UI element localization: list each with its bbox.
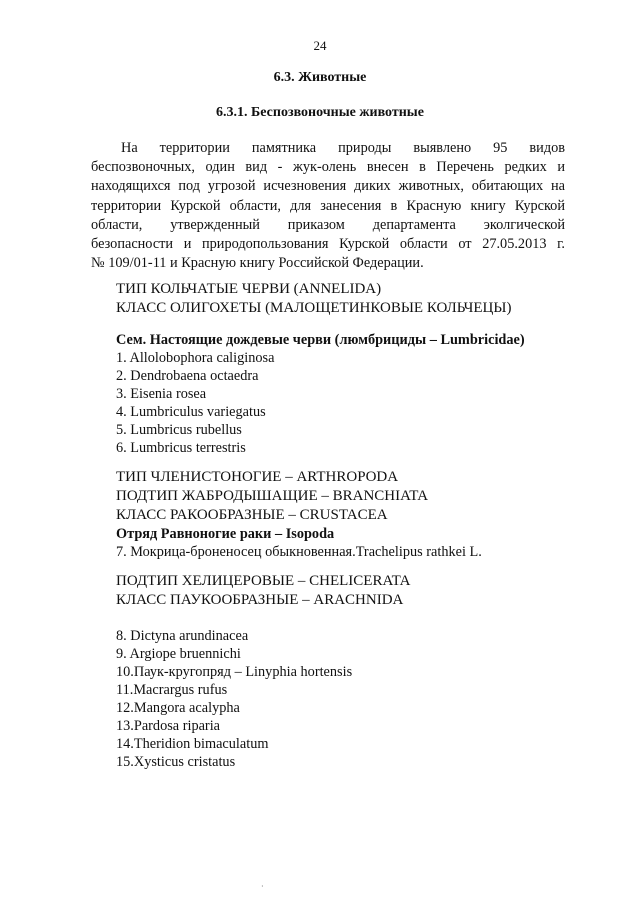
intro-line: безопасности и природопользования Курской области от 27.05.2013 г. (91, 236, 565, 253)
scan-speck: · (261, 882, 264, 891)
list-item: 9. Argiope bruennichi (116, 646, 241, 662)
taxon-class-heading: КЛАСС ОЛИГОХЕТЫ (МАЛОЩЕТИНКОВЫЕ КОЛЬЧЕЦЫ) (116, 300, 512, 316)
species-list (116, 349, 525, 457)
intro-paragraph (91, 139, 565, 273)
intro-line: № 109/01-11 и Красную книгу Российской Федерации. (91, 255, 424, 272)
list-item: 5. Lumbricus rubellus (116, 422, 242, 438)
list-item: 7. Мокрица-броненосец обыкновенная.Trachelipus rathkei L. (116, 544, 482, 560)
list-item: 3. Eisenia rosea (116, 386, 207, 402)
intro-line: беспозвоночных, один вид - жук-олень внесен в Перечень редких и (91, 159, 565, 176)
section-title: 6.3. Животные (273, 70, 367, 85)
list-item: 6. Lumbricus terrestris (116, 440, 246, 456)
list-item: 14.Theridion bimaculatum (116, 736, 269, 752)
annelida-family-section (116, 331, 525, 457)
list-item: 12.Mangora acalypha (116, 700, 240, 716)
list-item: 4. Lumbriculus variegatus (116, 404, 266, 420)
taxon-class-heading: КЛАСС РАКООБРАЗНЫЕ – CRUSTACEA (116, 507, 388, 523)
list-item: 15.Xysticus cristatus (116, 754, 236, 770)
list-item: 8. Dictyna arundinacea (116, 628, 249, 644)
taxon-order-heading: Отряд Равноногие раки – Isopoda (116, 526, 335, 542)
taxon-type-heading: ТИП КОЛЬЧАТЫЕ ЧЕРВИ (ANNELIDA) (116, 281, 382, 297)
taxon-type-heading: ТИП ЧЛЕНИСТОНОГИЕ – ARTHROPODA (116, 469, 399, 485)
intro-line: На территории памятника природы выявлено 95 видов (121, 140, 565, 156)
taxon-class-heading: КЛАСС ПАУКООБРАЗНЫЕ – ARACHNIDA (116, 592, 404, 608)
list-item: 1. Allolobophora caliginosa (116, 350, 275, 366)
list-item: 2. Dendrobaena octaedra (116, 368, 259, 384)
annelida-section (116, 280, 511, 318)
list-item: 10.Паук-кругопряд – Linyphia hortensis (116, 664, 353, 680)
arachnida-list-section (116, 627, 352, 771)
arthropoda-section (116, 468, 482, 561)
subsection-title: 6.3.1. Беспозвоночные животные (216, 105, 424, 120)
taxon-subtype-heading: ПОДТИП ЖАБРОДЫШАЩИЕ – BRANCHIATA (116, 488, 429, 504)
taxon-subtype-heading: ПОДТИП ХЕЛИЦЕРОВЫЕ – CHELICERATA (116, 573, 411, 589)
page-number: 24 (313, 38, 327, 53)
list-item: 13.Pardosa riparia (116, 718, 221, 734)
intro-line: области, утвержденный приказом департамента эколгической (91, 216, 565, 233)
species-list (116, 627, 352, 771)
list-item: 11.Macrargus rufus (116, 682, 228, 698)
species-list (116, 543, 482, 561)
intro-line: находящихся под угрозой исчезновения диких животных, обитающих на (91, 178, 565, 195)
chelicerata-section (116, 572, 410, 610)
taxon-family-heading: Сем. Настоящие дождевые черви (люмбрициды – Lumbricidae) (116, 332, 525, 348)
intro-line: территории Курской области, для занесения в Красную книгу Курской (91, 197, 565, 214)
